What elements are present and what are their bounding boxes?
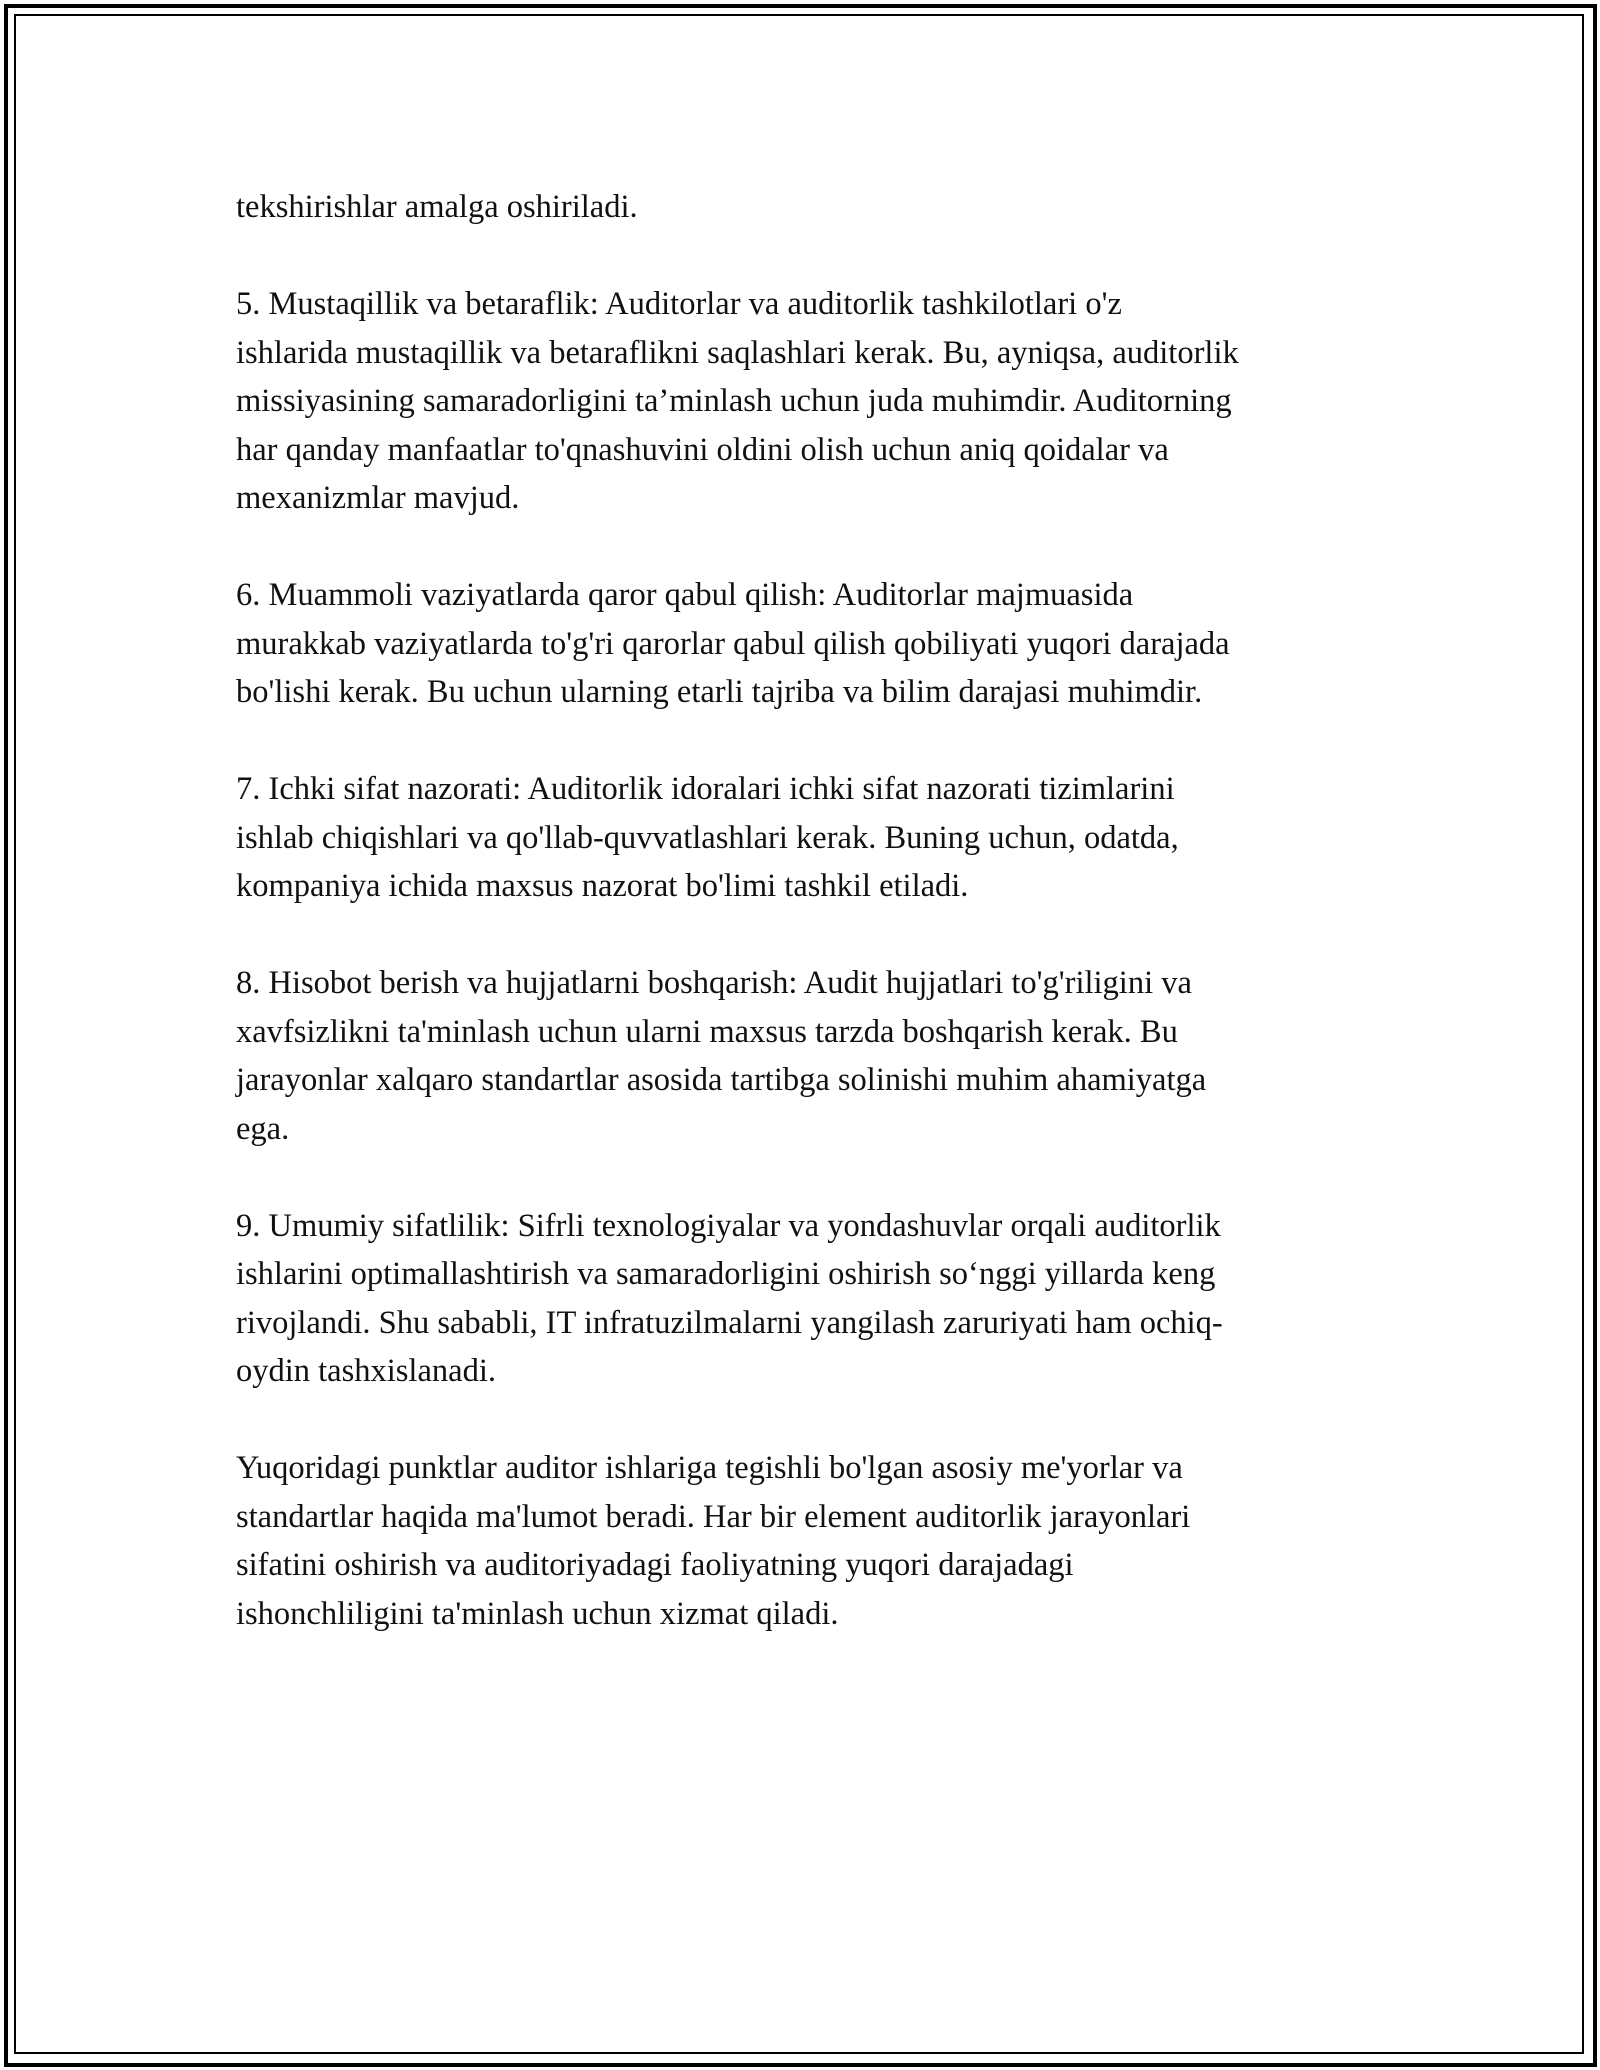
text-line: ishonchliligini ta'minlash uchun xizmat qiladi.	[236, 1595, 839, 1632]
text-line: murakkab vaziyatlarda to'g'ri qarorlar qabul qilish qobiliyati yuqori darajada	[236, 625, 1230, 662]
text-line: ishlarini optimallashtirish va samaradorligini oshirish so‘nggi yillarda keng	[236, 1256, 1216, 1292]
text-line: missiyasining samaradorligini ta’minlash uchun juda muhimdir. Auditorning	[236, 383, 1232, 419]
text-line: Yuqoridagi punktlar auditor ishlariga tegishli bo'lgan asosiy me'yorlar va	[236, 1450, 1183, 1486]
text-line: har qanday manfaatlar to'qnashuvini oldini olish uchun aniq qoidalar va	[236, 431, 1169, 468]
paragraph-item-9	[236, 1202, 1376, 1396]
text-line: 8. Hisobot berish va hujjatlarni boshqarish: Audit hujjatlari to'g'riligini va	[236, 965, 1192, 1001]
text-line: sifatini oshirish va auditoriyadagi faoliyatning yuqori darajadagi	[236, 1547, 1074, 1583]
text-line: standartlar haqida ma'lumot beradi. Har bir element auditorlik jarayonlari	[236, 1498, 1191, 1535]
document-page	[236, 183, 1376, 1638]
text-line: oydin tashxislanadi.	[236, 1353, 496, 1389]
text-line: bo'lishi kerak. Bu uchun ularning etarli tajriba va bilim darajasi muhimdir.	[236, 674, 1203, 710]
text-line: ishlarida mustaqillik va betaraflikni saqlashlari kerak. Bu, ayniqsa, auditorlik	[236, 334, 1239, 371]
paragraph-item-7	[236, 765, 1376, 911]
paragraph-continuation	[236, 183, 1376, 232]
text-line: 7. Ichki sifat nazorati: Auditorlik idoralari ichki sifat nazorati tizimlarini	[236, 771, 1175, 807]
text-line: xavfsizlikni ta'minlash uchun ularni maxsus tarzda boshqarish kerak. Bu	[236, 1013, 1178, 1050]
text-line: ishlab chiqishlari va qo'llab-quvvatlashlari kerak. Buning uchun, odatda,	[236, 819, 1179, 856]
text-line: tekshirishlar amalga oshiriladi.	[236, 189, 638, 225]
text-line: 9. Umumiy sifatlilik: Sifrli texnologiyalar va yondashuvlar orqali auditorlik	[236, 1207, 1221, 1244]
text-line: ega.	[236, 1110, 290, 1147]
text-line: 5. Mustaqillik va betaraflik: Auditorlar va auditorlik tashkilotlari o'z	[236, 286, 1122, 322]
paragraph-item-5	[236, 280, 1376, 523]
paragraph-conclusion	[236, 1444, 1376, 1638]
text-line: kompaniya ichida maxsus nazorat bo'limi tashkil etiladi.	[236, 868, 969, 904]
text-line: rivojlandi. Shu sababli, IT infratuzilmalarni yangilash zaruriyati ham ochiq-	[236, 1304, 1223, 1341]
text-line: 6. Muammoli vaziyatlarda qaror qabul qilish: Auditorlar majmuasida	[236, 577, 1134, 613]
paragraph-item-8	[236, 959, 1376, 1153]
text-line: jarayonlar xalqaro standartlar asosida tartibga solinishi muhim ahamiyatga	[236, 1062, 1207, 1098]
paragraph-item-6	[236, 571, 1376, 717]
text-line: mexanizmlar mavjud.	[236, 480, 520, 516]
